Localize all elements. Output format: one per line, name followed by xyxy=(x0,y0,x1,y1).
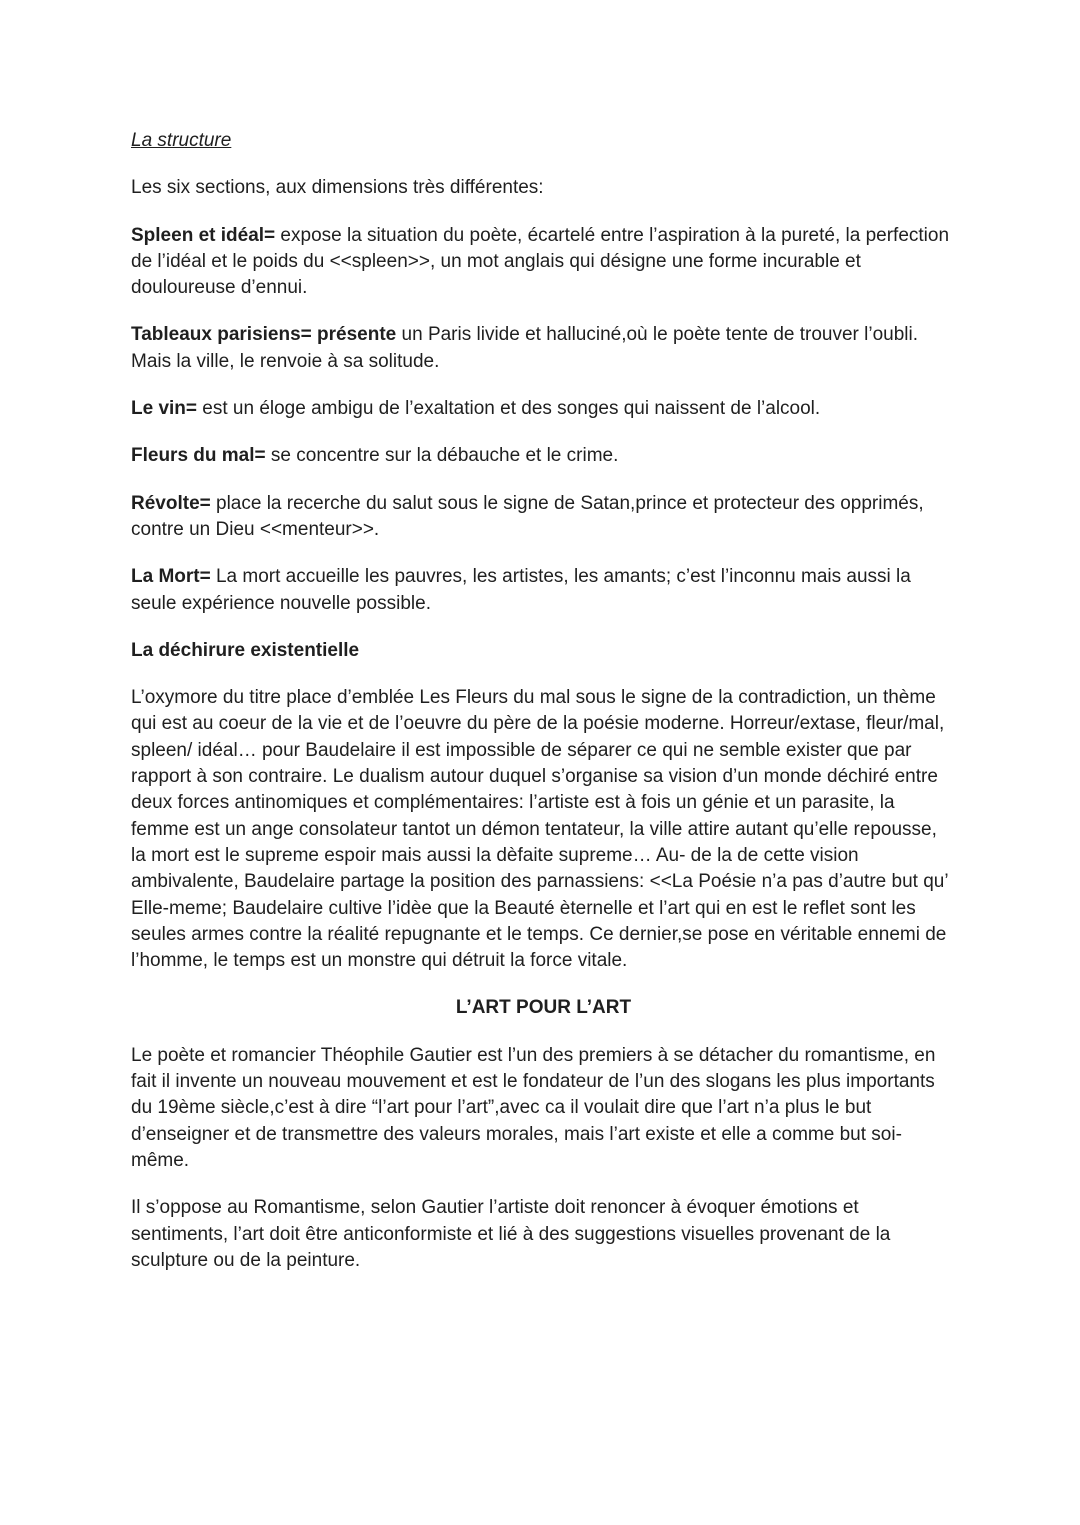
section-term: Fleurs du mal= xyxy=(131,445,266,467)
section-description: expose la situation du poète, écartelé entre l’aspiration à la pureté, la perfection de l’idéal et le poids du <<spleen>>, un mot anglais qui désigne une forme incurable et douloureuse d’ennui. xyxy=(131,224,950,299)
section-item-vin xyxy=(131,396,956,422)
section-description: un Paris livide et halluciné,où le poète tente de trouver l’oubli. Mais la ville, le renvoie à sa solitude. xyxy=(131,324,919,372)
section-description: est un éloge ambigu de l’exaltation et des songes qui naissent de l’alcool. xyxy=(197,398,821,420)
section-term: Spleen et idéal= xyxy=(131,224,276,246)
section-term: La Mort= xyxy=(131,566,211,588)
section-description: se concentre sur la débauche et le crime. xyxy=(265,445,619,467)
section-heading-structure: La structure xyxy=(131,130,232,151)
section-description: La mort accueille les pauvres, les artistes, les amants; c’est l’inconnu mais aussi la seule expérience nouvelle possible. xyxy=(131,566,911,614)
section-description: place la recerche du salut sous le signe de Satan,prince et protecteur des opprimés, contre un Dieu <<menteur>>. xyxy=(131,492,924,540)
section-item-tableaux xyxy=(131,322,956,375)
section-item-spleen xyxy=(131,223,956,302)
section-term: Révolte= xyxy=(131,492,211,514)
section-item-mort xyxy=(131,564,956,617)
art-paragraph-1: Le poète et romancier Théophile Gautier est l’un des premiers à se détacher du romantisme, en fait il invente un nouveau mouvement et est le fondateur de l’un des slogans les plus importants du 19ème siècle,c’est à dire “l’art pour l’art”,avec ca il voulait dire que l’art n’a plus le but d’enseigner et de transmettre des valeurs morales, mais l’art existe et elle a comme but soi-même. xyxy=(131,1044,936,1171)
section-term: Tableaux parisiens= présente xyxy=(131,324,397,346)
section-term: Le vin= xyxy=(131,398,197,420)
document-page xyxy=(131,128,956,1274)
art-paragraph-2: Il s’oppose au Romantisme, selon Gautier l’artiste doit renoncer à évoquer émotions et sentiments, l’art doit être anticonformiste et lié à des suggestions visuelles provenant de la sculpture ou de la peinture. xyxy=(131,1197,891,1271)
subheading-dechirure: La déchirure existentielle xyxy=(131,639,360,661)
dechirure-paragraph: L’oxymore du titre place d’emblée Les Fleurs du mal sous le signe de la contradiction, un thème qui est au coeur de la vie et de l’oeuvre du père de la poésie moderne. Horreur/extase, fleur/mal, spleen/ idéal… pour Baudelaire il est impossible de séparer ce qui ne semble exister que par rapport à son contraire. Le dualism autour duquel s’organise sa vision d’un monde déchiré entre deux forces antinomiques et complémentaires: l’artiste est à fois un génie et un parasite, la femme est un ange consolateur tantot un démon tentateur, la ville attire autant qu’elle repousse, la mort est le supreme espoir mais aussi la dèfaite supreme… Au- de la de cette vision ambivalente, Baudelaire partage la position des parnassiens: <<La Poésie n’a pas d’autre but qu’ Elle-meme; Baudelaire cultive l’idèe que la Beauté èternelle et l’art qui en est le reflet sont les seules armes contre la réalité repugnante et le temps. Ce dernier,se pose en véritable ennemi de l’homme, le temps est un monstre qui détruit la force vitale. xyxy=(131,687,948,972)
art-pour-art-title: L’ART POUR L’ART xyxy=(455,997,632,1019)
section-item-revolte xyxy=(131,491,956,544)
intro-paragraph: Les six sections, aux dimensions très différentes: xyxy=(131,177,544,199)
section-item-fleurs xyxy=(131,443,956,469)
